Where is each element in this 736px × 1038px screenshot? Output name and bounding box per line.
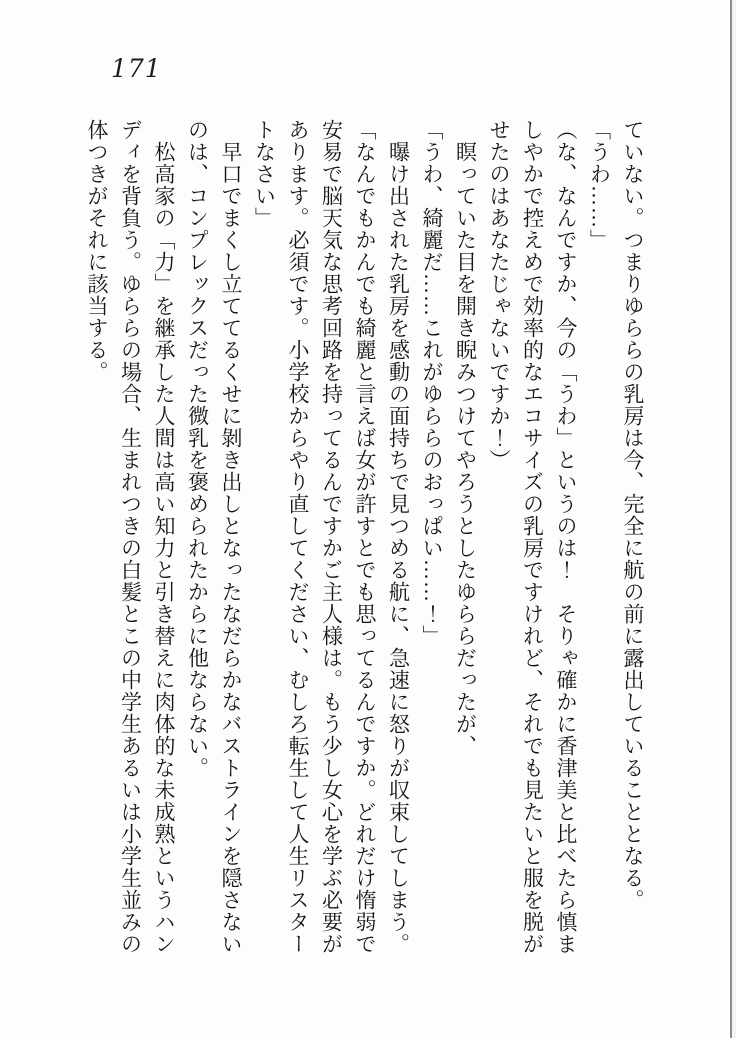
text-line: せたのはあなたじゃないですか！） xyxy=(487,119,511,471)
text-line: 体つきがそれに該当する。 xyxy=(85,119,109,383)
text-line: 瞑っていた目を開き睨みつけてやろうとしたゆららだったが、 xyxy=(453,119,478,757)
text-line: 松高家の「力」を継承した人間は高い知力と引き替えに肉体的な未成熟というハン xyxy=(152,119,176,955)
page-number: 171 xyxy=(111,54,162,83)
text-line: しやかで控えめで効率的なエコサイズの乳房ですけれど、それでも見たいと服を脱が xyxy=(520,119,545,955)
vertical-text-block xyxy=(80,119,650,979)
text-line: 曝け出された乳房を感動の面持ちで見つめる航に、急速に怒りが収束してしまう。 xyxy=(386,119,411,955)
text-line: 安易で脳天気な思考回路を持ってるんですかご主人様は。もう少し女心を学ぶ必要が xyxy=(319,119,344,955)
text-line: （な、なんですか、今の「うわ」というのは！ そりゃ確かに香津美と比べたら慎ま xyxy=(554,119,578,955)
text-line: 早口でまくし立ててるくせに剝き出しとなったなだらかなバストラインを隠さない xyxy=(219,119,243,955)
text-line: 「うわ……」 xyxy=(587,119,612,251)
text-line: 「うわ、綺麗だ……これがゆららのおっぱい……！」 xyxy=(420,119,444,647)
text-line: のは、コンプレックスだった微乳を褒められたからに他ならない。 xyxy=(185,119,210,779)
text-line: トなさい」 xyxy=(252,119,277,229)
text-line: あります。必須です。小学校からやり直してください、むしろ転生して人生リスター xyxy=(286,119,310,955)
text-line: ディを背負う。ゆららの場合、生まれつきの白髪とこの中学生あるいは小学生並みの xyxy=(118,119,143,955)
page-edge-margin xyxy=(732,0,736,1038)
page-edge-line xyxy=(730,0,732,1038)
text-line: ていない。つまりゆららの乳房は今、完全に航の前に露出していることとなる。 xyxy=(621,119,645,911)
text-line: 「なんでもかんでも綺麗と言えば女が許すとでも思ってるんですか。どれだけ惰弱で xyxy=(353,119,377,955)
